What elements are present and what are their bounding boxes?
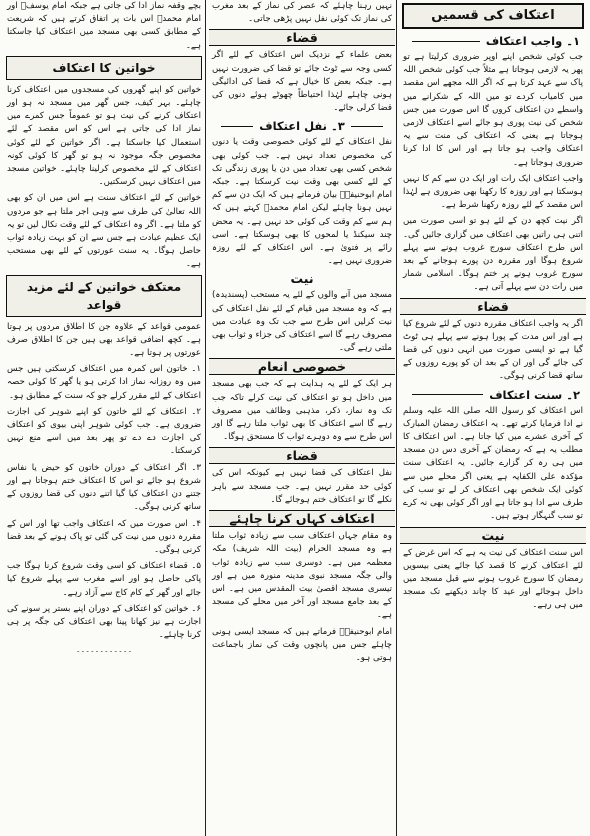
column-divider (396, 0, 397, 836)
section-heading-khusoosi: خصوصی انعام (209, 358, 395, 375)
paragraph: ہر ایک کے لئے یہ ہدایت ہے کہ جب بھی مسجد میں داخل ہو تو اعتکاف کی نیت کرلے تاکہ جب تک وہ نماز، ذکر، مذہبی وظائف میں مصروف رہے گا اسے اعتکاف کا بھی ثواب ملتا رہے گا اور اس طرح سے وہ دوہرے ثواب کا مستحق ہوگا۔ (212, 379, 392, 443)
column-middle (209, 0, 395, 836)
heading-line (412, 394, 483, 395)
paragraph: جب کوئی شخص اپنے اوپر ضروری کرلیتا ہے تو پھر یہ لازمی ہوجاتا ہے مثلاً جب کوئی شخص اللہ پاک سے عہد کرتا ہے کہ اگر اللہ مجھے اس مقصد میں کامیاب کردے تو میں اللہ کے شکرانے میں واسطے دن اعتکاف کروں گا اس صورت میں جس شخص کی نیت پوری ہو جائے اسے اعتکاف لازمی ہوجاتا ہے یعنی کہ اعتکاف کی منت سے یہ اعتکاف واجب ہو جاتا ہے اور اس کا ادا کرنا ضروری ہوجاتا ہے۔ (403, 52, 583, 168)
column-divider (205, 0, 206, 836)
section-heading-nafl (211, 118, 393, 134)
paragraph: ۳۔ اگر اعتکاف کے دوران خاتون کو حیض یا نفاس شروع ہو جائے تو اس کا اعتکاف ختم ہوجاتا ہے اور جتنے دن اعتکاف کیا گیا اتنے دنوں کی قضا روزوں کے ساتھ کرنی ہوگی۔ (7, 462, 201, 513)
column-left (4, 0, 204, 836)
heading-text: ۳۔ نفل اعتکاف (259, 119, 345, 134)
paragraph: بعض علماء کے نزدیک اس اعتکاف کے لئے اگر کسی وجہ سے ٹوٹ جائے تو قضا کی ضرورت نہیں ہے۔ جبکہ بعض کا خیال ہے کہ قضا کی ادائیگی ہونی چاہئے لہٰذا احتیاطاً چھوٹے ہوئے دنوں کی قضا کرلی جائے۔ (212, 50, 392, 114)
heading-line (221, 126, 253, 127)
heading-line (351, 126, 383, 127)
paragraph: اگر یہ واجب اعتکاف مقررہ دنوں کے لئے شروع کیا ہے اور اس مدت کے پورا ہونے سے پہلے ہی ٹوٹ گیا ہے تو ایسی صورت میں انہی دنوں کی قضا کی جائے گی اور ان کے بعد ان کو پورے روزوں کے ساتھ قضا کرنی ہوگی۔ (403, 318, 583, 382)
paragraph: ۲۔ اعتکاف کے لئے خاتون کو اپنے شوہر کی اجازت ضروری ہے۔ جب کوئی شوہر اپنی بیوی کو اعتکاف کی اجازت دے دے تو پھر بعد میں اسے منع نہیں کرسکتا۔ (7, 406, 201, 457)
paragraph: نہیں رہنا چاہئے کہ عصر کی نماز کے بعد مغرب کی نماز تک کوئی نفل نہیں پڑھی جاتی۔ (212, 1, 392, 25)
paragraph: واجب اعتکاف ایک رات اور ایک دن سے کم کا نہیں ہوسکتا ہے اور روزہ کا رکھنا بھی ضروری ہے لہٰذا اس مقصد کے لئے روزہ رکھنا شرط ہے۔ (403, 173, 583, 211)
section-heading-niyat: نیت (400, 527, 586, 544)
main-heading: اعتکاف کی قسمیں (402, 3, 584, 29)
column-right (400, 0, 586, 836)
section-heading-qaza: قضاء (209, 29, 395, 46)
footer-ornament: ۔۔۔۔۔۔۔۔۔۔۔۔ (75, 645, 133, 655)
paragraph: مسجد میں آنے والوں کے لئے یہ مستحب (پسندیدہ) ہے کہ وہ مسجد میں قیام کے لئے نفل اعتکاف کی نیت کرلیں اس طرح سے جب تک وہ عبادت میں مصروف رہے گا اسے اعتکاف کی جزاء و ثواب بھی ملتی رہے گی۔ (212, 290, 392, 354)
section-heading-kahan: اعتکاف کہاں کرنا چاہئے (209, 510, 395, 527)
paragraph: ۱۔ خاتون اس کمرہ میں اعتکاف کرسکتی ہیں جس میں وہ روزانہ نماز ادا کرتی ہو یا گھر کا کوئی حصہ اعتکاف کے لئے مقرر کرلے جو کہ سنت کے مطابق ہو۔ (7, 364, 201, 401)
paragraph: خواتین کو اپنے گھروں کی مسجدوں میں اعتکاف کرنا چاہئے۔ بہر کیف، جس گھر میں مسجد نہ ہو اور اعتکاف کرنے کی نیت ہو تو عموماً جس کمرے میں نماز ادا کی جاتی ہے اس کو اس مقصد کے لئے استعمال کیا جاسکتا ہے۔ اگر خواتین کے لئے کوئی مخصوص جگہ موجود نہ ہو تو گھر کا کوئی کونہ اعتکاف کے لئے مخصوص کرلینا چاہئے۔ خواتین مسجد میں اعتکاف نہیں کرسکتیں۔ (7, 84, 201, 188)
paragraph: نفل اعتکاف کی قضا نہیں ہے کیونکہ اس کی کوئی حد مقرر نہیں ہے۔ جب مسجد سے باہر نکلے گا تو اعتکاف ختم ہوجائے گا۔ (212, 468, 392, 505)
section-heading-qaza: قضاء (400, 298, 586, 315)
section-heading-niyat: نیت (290, 271, 314, 287)
paragraph: بچے وقفہ نماز ادا کی جاتی ہے جبکہ امام یوسفؒ اور امام محمدؒ اس بات پر اتفاق کرتے ہیں کہ شریعت کے مطابق کسی بھی مسجد میں اعتکاف کیا جاسکتا ہے۔ (7, 1, 201, 51)
paragraph: ۶۔ خواتین کو اعتکاف کے دوران اپنے بستر پر سونے کی اجازت ہے نیز کھانا پینا بھی اعتکاف کی جگہ پر ہی کرنا چاہئے۔ (7, 603, 201, 641)
paragraph: اس سنت اعتکاف کی نیت یہ ہے کہ اس غرض کے لئے اعتکاف کرنے کا قصد کیا جائے یعنی بیسویں رمضان کا سورج غروب ہونے سے قبل مسجد میں داخل ہوجائے اور عید کا چاند دیکھنے تک مسجد میں ہی رہے۔ (403, 547, 583, 611)
section-heading-qawaid: معتکف خواتین کے لئے مزید قواعد (6, 275, 202, 317)
paragraph: نفل اعتکاف کے لئے کوئی خصوصی وقت یا دنوں کی مخصوص تعداد نہیں ہے۔ جب کوئی بھی شخص کسی بھی تعداد میں دن یا پوری زندگی تک کے لئے کسی بھی وقت نیت کرسکتا ہے۔ جبکہ امام ابوحنیفہؒ بیان فرماتے ہیں کہ ایک دن سے کم نہیں ہونا چاہئے لیکن امام محمدؒ کہتے ہیں کہ ہم سے کم وقت کی کوئی حد نہیں ہے۔ یہ محض چند سیکنڈ یا لمحوں کا بھی ہوسکتا ہے۔ اسی رائے پر فتویٰ ہے۔ اس اعتکاف کے لئے روزہ ضروری نہیں ہے۔ (212, 137, 392, 267)
paragraph: امام ابوحنیفہؒ فرماتے ہیں کہ مسجد ایسی ہونی چاہئے جس میں پانچوں وقت کی نماز باجماعت ہوتی ہو۔ (212, 626, 392, 663)
paragraph: ۴۔ اس صورت میں کہ اعتکاف واجب تھا اور اس کے مقررہ دنوں میں نیت کی گئی تو پاک ہونے کے بعد قضا کرنی ہوگی۔ (7, 518, 201, 555)
section-heading-wajib (402, 33, 584, 49)
section-heading-khawateen: خواتین کا اعتکاف (6, 56, 202, 80)
paragraph: عمومی قواعد کے علاوہ جن کا اطلاق مردوں پر ہوتا ہے۔ کچھ اضافی قواعد بھی ہیں جن کا اطلاق صرف عورتوں پر ہوتا ہے۔ (7, 321, 201, 359)
paragraph: اس اعتکاف کو رسول اللہ صلی اللہ علیہ وسلم نے ادا فرمایا کرتے تھے۔ یہ اعتکاف رمضان المبارک کے آخری عشرے میں کیا جاتا ہے۔ اس اعتکاف کا مطلب یہ ہے کہ رمضان کے آخری دس دن مسجد میں ہی رہ کر گزارے جائیں۔ یہ اعتکاف سنت مؤکدہ علی الکفایہ ہے یعنی اگر محلے میں سے کوئی ایک شخص بھی اعتکاف کر لے تو سب کی طرف سے ادا ہو جاتا ہے اور اگر کوئی بھی نہ کرے تو سب گنہگار ہوتے ہیں۔ (403, 405, 583, 522)
heading-line (412, 41, 480, 42)
paragraph: اگر نیت کچھ دن کے لئے ہو تو اسی صورت میں اتنی ہی راتیں بھی اعتکاف میں گزاری جائیں گی۔ اس طرح اعتکاف سورج غروب ہونے سے پہلے شروع ہوگا اور مقررہ دن پورے ہوجانے کے بعد سورج غروب ہونے پر ختم ہوگا۔ اسلامی شمار میں رات دن سے پہلے آتی ہے۔ (403, 216, 583, 293)
paragraph: خواتین کے لئے اعتکاف سنت ہے اس میں ان کو بھی اللہ تعالیٰ کی طرف سے وہی اجر ملتا ہے جو مردوں کو ملتا ہے۔ اگر وہ اعتکاف کے لئے وقت نکال لیں تو یہ ایک عظیم عبادت ہے جس سے ان کو بہت زیادہ ثواب حاصل ہوگا۔ یہ سنت عورتوں کے لئے بھی مستحب ہے۔ (7, 193, 201, 270)
section-heading-sunnat (402, 387, 584, 403)
paragraph: وہ مقام جہاں اعتکاف سب سے زیادہ ثواب ملتا ہے وہ مسجد الحرام (بیت اللہ شریف) مکہ معظمہ میں ہے۔ دوسری سب سے زیادہ ثواب والی جگہ مسجد نبوی مدینہ منورہ میں ہے اور تیسری مسجد اقصیٰ بیت المقدس میں ہے۔ اس کے بعد جامع مسجد اور آخر میں محلے کی مسجد ہے۔ (212, 531, 392, 621)
paragraph: ۵۔ قضاء اعتکاف کو اسی وقت شروع کرنا ہوگا جب پاکی حاصل ہو اور اسے مغرب سے پہلے شروع کیا جائے اور گھر کے کام کاج سے آزاد رہے۔ (7, 561, 201, 598)
heading-text: ۱۔ واجب اعتکاف (485, 34, 580, 48)
heading-text: ۲۔ سنت اعتکاف (489, 387, 580, 402)
section-heading-qaza: قضاء (209, 447, 395, 464)
